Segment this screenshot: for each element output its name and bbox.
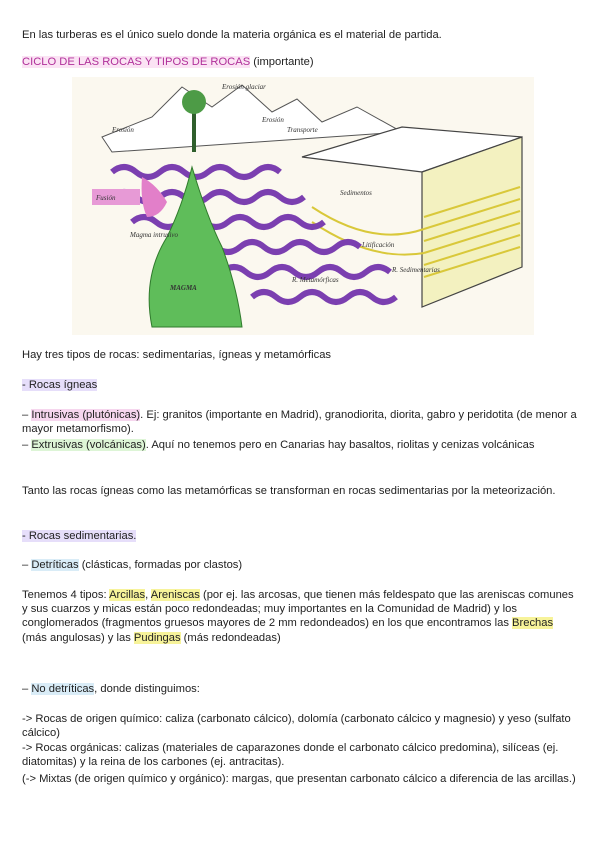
intrusive-text: . Ej: granitos (importante en Madrid), granodiorita, diorita, gabro y peridotita (de menor a mayor metamorfismo). (22, 409, 577, 436)
non-detrital-prefix: – (22, 683, 32, 695)
intrusive-term: Intrusivas (plutónicas) (31, 409, 141, 421)
section-note: (importante) (253, 56, 314, 68)
label-sedimentarias: R. Sedimentarias (392, 266, 440, 274)
label-intrusivo: Magma intrusivo (130, 231, 179, 239)
term-brechas: Brechas (512, 617, 554, 630)
label-erosion-glaciar: Erosión glaciar (222, 83, 266, 91)
sedimentary-heading (22, 529, 578, 543)
extrusive-prefix: – (22, 439, 32, 451)
non-detrital-paragraph (22, 682, 578, 696)
types-text-3: (más redondeadas) (180, 631, 281, 644)
detrital-term: Detríticas (31, 559, 79, 571)
detrital-paragraph (22, 558, 578, 572)
section-title: CICLO DE LAS ROCAS Y TIPOS DE ROCAS (22, 56, 251, 68)
mixed-rocks: (-> Mixtas (de origen químico y orgánico): margas, que presentan carbonato cálcico a diferencia de las arcillas.) (22, 773, 576, 785)
tree-crown (182, 90, 206, 114)
detrital-prefix: – (22, 559, 32, 571)
term-areniscas: Areniscas (150, 589, 200, 601)
pink-plume (142, 177, 167, 217)
label-metamorficas: R. Metamórficas (292, 276, 339, 284)
label-erosion-left: Erosión (112, 126, 134, 134)
term-pudingas: Pudingas (133, 631, 181, 644)
extrusive-paragraph (22, 438, 578, 452)
term-arcillas: Arcillas (109, 589, 146, 601)
chemical-rocks: -> Rocas de origen químico: caliza (carbonato cálcico), dolomía (carbonato cálcico y magnesio) y yeso (sulfato cálcico) (22, 713, 571, 740)
detrital-text: (clásticas, formadas por clastos) (78, 559, 243, 571)
section-heading (22, 55, 578, 69)
intro-paragraph: En las turberas es el único suelo donde la materia orgánica es el material de partida. (22, 29, 442, 41)
extrusive-term: Extrusivas (volcánicas) (31, 439, 146, 451)
label-litificacion: Litificación (362, 241, 395, 249)
label-erosion: Erosión (262, 116, 284, 124)
rock-types-paragraph: Hay tres tipos de rocas: sedimentarias, ígneas y metamórficas (22, 349, 332, 361)
intrusive-paragraph (22, 408, 578, 436)
extrusive-text: . Aquí no tenemos pero en Canarias hay basaltos, riolitas y cenizas volcánicas (145, 439, 535, 451)
types-paragraph (22, 588, 578, 645)
label-magma: MAGMA (170, 284, 197, 292)
rock-cycle-figure (72, 77, 534, 335)
types-text: (por ej. las arcosas, que tienen más feldespato que las areniscas comunes y sus cuarzos y micas están poco redondeadas; muy importantes en la Comunidad de Madrid) y los conglomerados (fragmentos gruesos mayores de 2 mm redondeados) en los que encontramos las (22, 589, 574, 630)
igneous-heading-text: - Rocas ígneas (22, 379, 98, 391)
rock-cycle-diagram (72, 77, 534, 335)
label-sedimentos: Sedimentos (340, 189, 372, 197)
types-comma: , (145, 589, 151, 601)
non-detrital-text: , donde distinguimos: (94, 683, 200, 695)
label-transporte: Transporte (287, 126, 318, 134)
organic-rocks: -> Rocas orgánicas: calizas (materiales de caparazones donde el carbonato cálcico predomina), silíceas (ej. diatomitas) y la reina de los carbones (ej. antracitas). (22, 742, 559, 769)
non-detrital-term: No detríticas (31, 683, 95, 695)
transformation-paragraph: Tanto las rocas ígneas como las metamórficas se transforman en rocas sedimentarias por la meteorización. (22, 485, 556, 497)
sedimentary-heading-text: - Rocas sedimentarias. (22, 530, 137, 542)
igneous-heading (22, 378, 578, 392)
intrusive-prefix: – (22, 409, 32, 421)
label-fusion: Fusión (96, 194, 116, 202)
types-text-2: (más angulosas) y las (22, 631, 134, 644)
types-intro: Tenemos 4 tipos: (22, 589, 110, 601)
